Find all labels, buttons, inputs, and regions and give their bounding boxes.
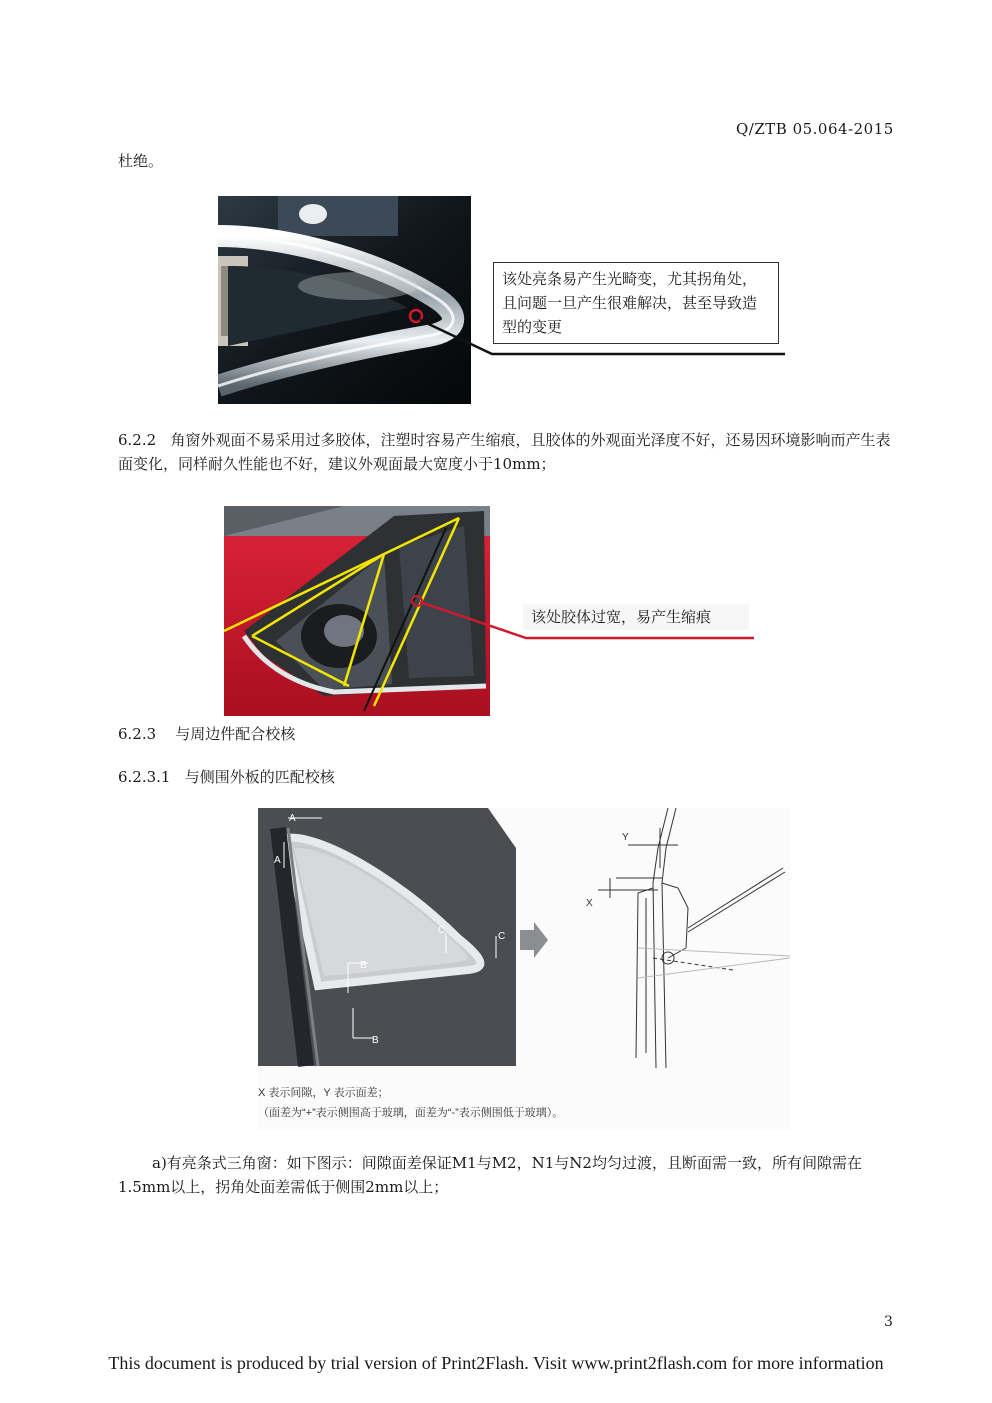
section-number: 6.2.2 <box>118 431 157 449</box>
section-title: 与周边件配合校核 <box>175 725 296 743</box>
section-text: 角窗外观面不易采用过多胶体，注塑时容易产生缩痕，且胶体的外观面光泽度不好，还易因环境影响而产生表面变化，同样耐久性能也不好，建议外观面最大宽度小于10mm； <box>118 431 891 473</box>
label-a-top: A <box>289 813 296 824</box>
page-number: 3 <box>884 1314 893 1330</box>
section-number: 6.2.3.1 <box>118 768 171 786</box>
label-b-upper: B <box>360 960 367 971</box>
diagram-caption-line1: X 表示间隙，Y 表示面差； <box>258 1087 389 1099</box>
label-c-left: C <box>438 925 446 936</box>
section-623-heading <box>118 722 295 746</box>
label-b-lower: B <box>372 1035 379 1046</box>
section-title: 与侧围外板的匹配校核 <box>184 768 335 786</box>
diagram-caption-line2: （面差为“+”表示侧围高于玻璃，面差为“-”表示侧围低于玻璃）。 <box>258 1107 564 1119</box>
document-number: Q/ZTB 05.064-2015 <box>736 120 894 138</box>
callout-box-1: 该处亮条易产生光畸变，尤其拐角处，且问题一旦产生很难解决，甚至导致造型的变更 <box>493 262 779 344</box>
trial-footer: This document is produced by trial version of Print2Flash. Visit www.print2flash.com for more information <box>108 1353 884 1373</box>
callout-box-2: 该处胶体过宽，易产生缩痕 <box>523 604 749 630</box>
section-6231-heading <box>118 765 335 789</box>
matching-check-diagram <box>258 808 790 1130</box>
item-a-paragraph: a)有亮条式三角窗：如下图示：间隙面差保证M1与M2，N1与N2均匀过渡，且断面需一致，所有间隙需在1.5mm以上，拐角处面差需低于侧围2mm以上； <box>118 1154 862 1196</box>
section-number: 6.2.3 <box>118 725 157 743</box>
label-y: Y <box>622 832 629 843</box>
label-c-right: C <box>498 931 506 942</box>
label-x: X <box>586 898 593 909</box>
intro-text: 杜绝。 <box>118 152 164 170</box>
label-a-side: A <box>274 855 281 866</box>
section-622-paragraph <box>118 428 898 476</box>
